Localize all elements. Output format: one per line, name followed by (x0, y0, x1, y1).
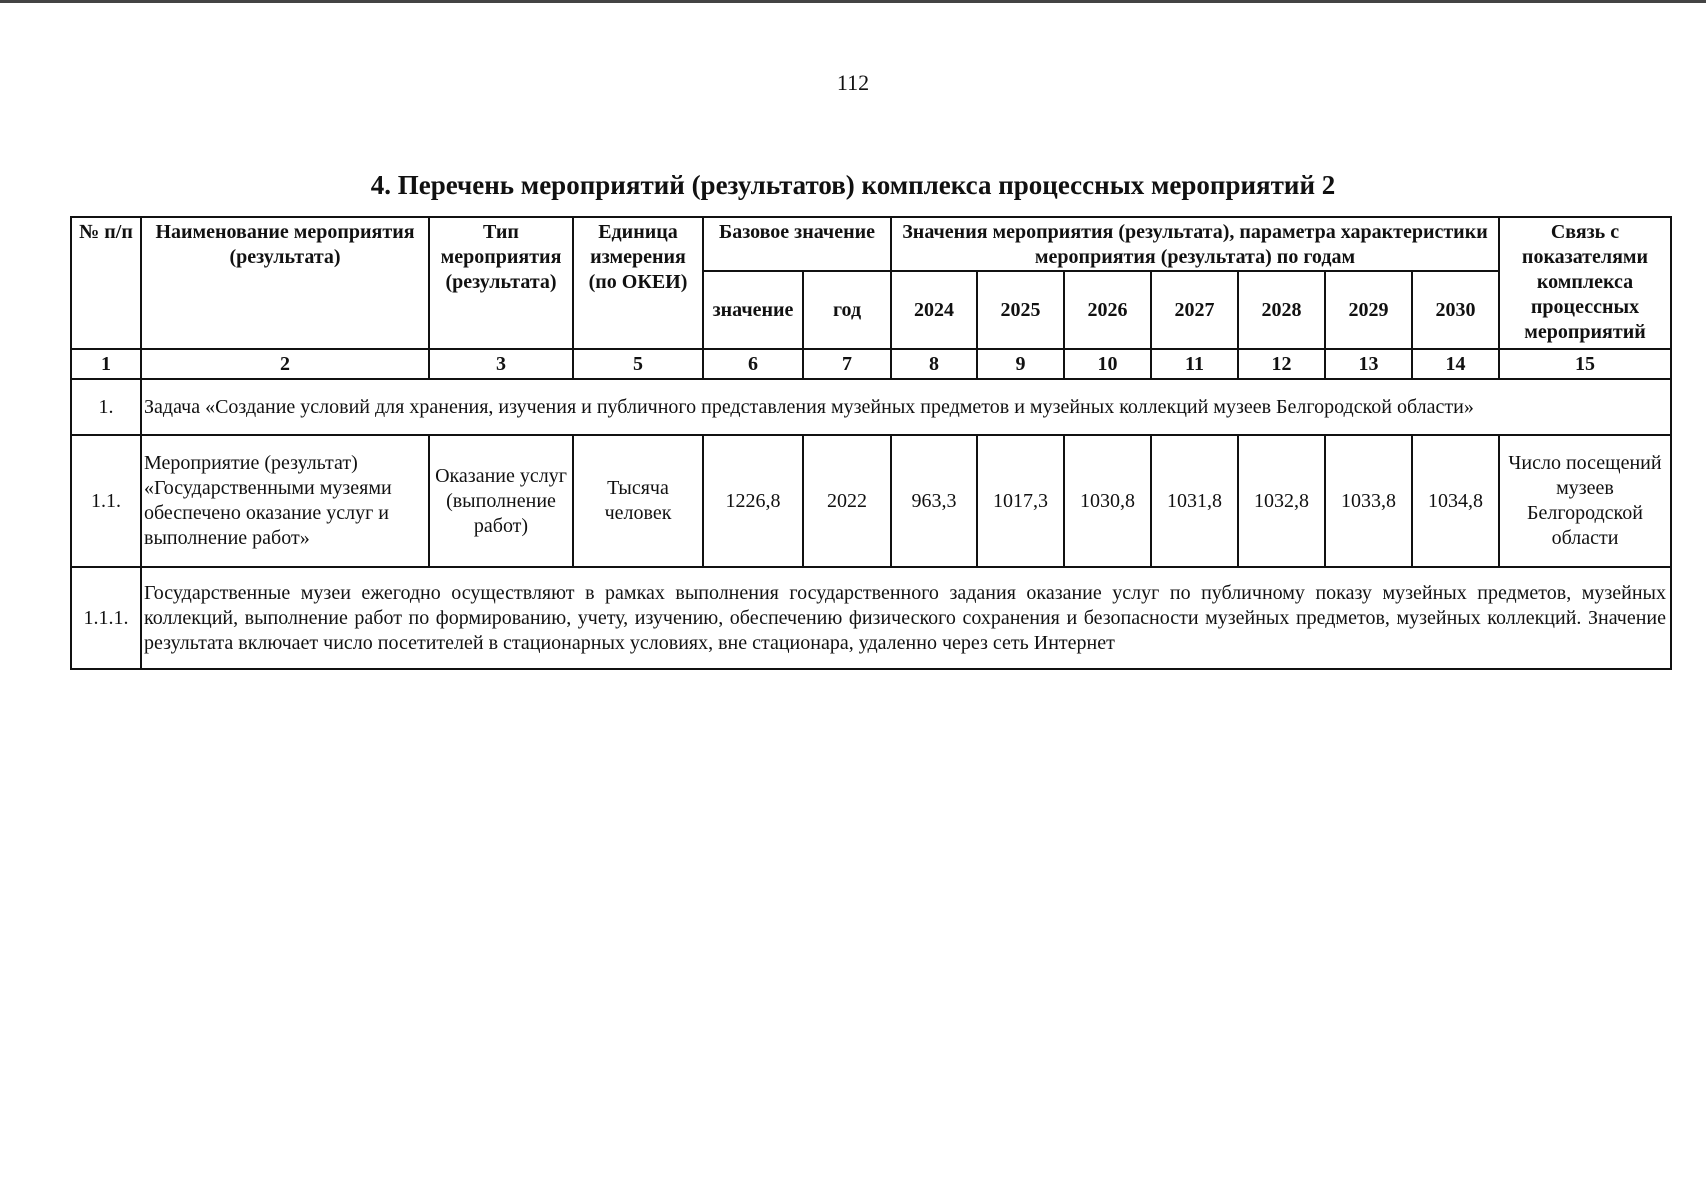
header-base-value: значение (703, 271, 803, 349)
measure-type: Оказание услуг (выполнение работ) (429, 435, 573, 567)
column-number: 2 (141, 349, 429, 379)
measure-value-2024: 963,3 (891, 435, 977, 567)
header-row-top (71, 217, 1671, 271)
measure-base-value: 1226,8 (703, 435, 803, 567)
header-unit: Единица измерения (по ОКЕИ) (573, 217, 703, 349)
measure-value-2030: 1034,8 (1412, 435, 1499, 567)
column-number: 1 (71, 349, 141, 379)
header-year-2029: 2029 (1325, 271, 1412, 349)
task-text: Задача «Создание условий для хранения, изучения и публичного представления музейных предметов и музейных коллекций музеев Белгородской области» (141, 379, 1671, 435)
measure-value-2026: 1030,8 (1064, 435, 1151, 567)
measure-link: Число посещений музеев Белгородской области (1499, 435, 1671, 567)
description-number: 1.1.1. (71, 567, 141, 669)
page-top-border (0, 0, 1706, 3)
column-number: 8 (891, 349, 977, 379)
header-base-group: Базовое значение (703, 217, 891, 271)
measure-value-2025: 1017,3 (977, 435, 1064, 567)
measure-name: Мероприятие (результат) «Государственными музеями обеспечено оказание услуг и выполнение работ» (141, 435, 429, 567)
header-year-2027: 2027 (1151, 271, 1238, 349)
column-number: 9 (977, 349, 1064, 379)
header-name: Наименование мероприятия (результата) (141, 217, 429, 349)
page-number: 112 (836, 70, 870, 95)
measure-value-2027: 1031,8 (1151, 435, 1238, 567)
column-number: 7 (803, 349, 891, 379)
header-link: Связь с показателями комплекса процессных мероприятий (1499, 217, 1671, 349)
measure-unit: Тысяча человек (573, 435, 703, 567)
column-number: 11 (1151, 349, 1238, 379)
measure-value-2028: 1032,8 (1238, 435, 1325, 567)
measure-base-year: 2022 (803, 435, 891, 567)
description-text: Государственные музеи ежегодно осуществляют в рамках выполнения государственного задания оказание услуг по публичному показу музейных предметов, музейных коллекций, выполнение работ по формированию, учету, изучению, обеспечению физического сохранения и безопасности музейных предметов, музейных коллекций. Значение результата включает число посетителей в стационарных условиях, вне стационара, удаленно через сеть Интернет (141, 567, 1671, 669)
header-no: № п/п (71, 217, 141, 349)
task-number: 1. (71, 379, 141, 435)
header-base-year: год (803, 271, 891, 349)
column-number: 15 (1499, 349, 1671, 379)
document-title: 4. Перечень мероприятий (результатов) комплекса процессных мероприятий 2 (370, 170, 1336, 200)
measure-value-2029: 1033,8 (1325, 435, 1412, 567)
task-row (71, 379, 1671, 435)
measure-number: 1.1. (71, 435, 141, 567)
header-years-group: Значения мероприятия (результата), параметра характеристики мероприятия (результата) по годам (891, 217, 1499, 271)
header-year-2030: 2030 (1412, 271, 1499, 349)
column-number: 12 (1238, 349, 1325, 379)
column-number: 14 (1412, 349, 1499, 379)
column-number: 10 (1064, 349, 1151, 379)
column-number: 6 (703, 349, 803, 379)
measures-table (70, 216, 1672, 670)
column-number: 5 (573, 349, 703, 379)
header-year-2024: 2024 (891, 271, 977, 349)
header-type: Тип мероприятия (результата) (429, 217, 573, 349)
header-year-2025: 2025 (977, 271, 1064, 349)
description-row (71, 567, 1671, 669)
column-number: 3 (429, 349, 573, 379)
column-number: 13 (1325, 349, 1412, 379)
header-year-2026: 2026 (1064, 271, 1151, 349)
header-year-2028: 2028 (1238, 271, 1325, 349)
measure-row (71, 435, 1671, 567)
column-number-row (71, 349, 1671, 379)
